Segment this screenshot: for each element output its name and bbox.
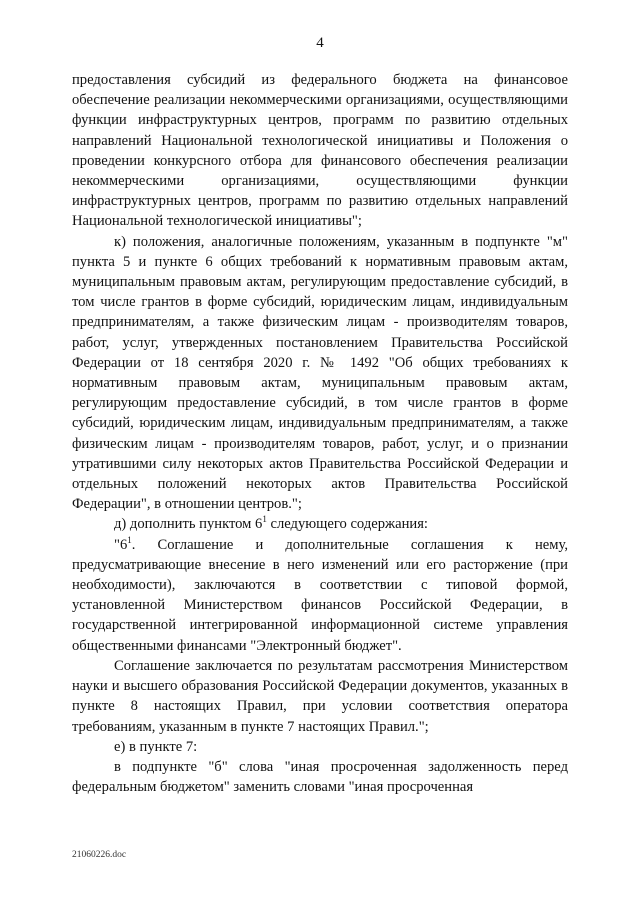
clause-text: . Соглашение и дополнительные соглашения к нему, предусматривающие внесение в него изменений или его расторжение (при необходимости), заключаются в соответствии с типовой формой, установленной Министерством финансов Российской Федерации, в государственной интегрированной информационной системе управления общественными финансами "Электронный бюджет". <box>72 536 568 654</box>
page-number: 4 <box>316 35 324 51</box>
paragraph-subitem-b: в подпункте "б" слова "иная просроченная задолженность перед федеральным бюджетом" заменить словами "иная просроченная <box>72 758 568 796</box>
superscript-index: 1 <box>262 514 267 525</box>
paragraph-agreement: Соглашение заключается по результатам рассмотрения Министерством науки и высшего образования Российской Федерации документов, указанных в пункте 8 настоящих Правил, при условии соответствия оператора требованиям, указанным в пункте 7 настоящих Правил."; <box>72 657 568 735</box>
paragraph-clause-6-1 <box>72 535 568 656</box>
superscript-index: 1 <box>127 534 132 545</box>
paragraph-item-d-tail: следующего содержания: <box>266 516 428 533</box>
paragraph-item-d <box>72 514 568 534</box>
paragraph-item-k: к) положения, аналогичные положениям, указанным в подпункте "м" пункта 5 и пункте 6 общих требований к нормативным правовым актам, муниципальным правовым актам, регулирующим предоставление субсидий, в том числе грантов в форме субсидий, юридическим лицам, индивидуальным предпринимателям, а также физическим лицам - производителям товаров, работ, услуг, утвержденных постановлением Правительства Российской Федерации от 18 сентября 2020 г. № 1492 "Об общих требованиях к нормативным правовым актам, муниципальным правовым актам, регулирующим предоставление субсидий, в том числе грантов в форме субсидий, юридическим лицам, индивидуальным предпринимателям, а также физическим лицам - производителям товаров, работ, услуг, и о признании утратившими силу некоторых актов Правительства Российской Федерации и отдельных положений некоторых актов Правительства Российской Федерации", в отношении центров."; <box>72 233 568 513</box>
paragraph-continuation: предоставления субсидий из федерального бюджета на финансовое обеспечение реализации некоммерческими организациями, осуществляющими функции инфраструктурных центров, программ по развитию отдельных направлений Национальной технологической инициативы и Положения о проведении конкурсного отбора для финансового обеспечения реализации некоммерческими организациями, осуществляющими функции инфраструктурных центров, программ по развитию отдельных направлений Национальной технологической инициативы"; <box>72 72 568 230</box>
document-body <box>72 70 568 797</box>
paragraph-item-d-text: д) дополнить пунктом 6 <box>114 516 263 533</box>
clause-number: "6 <box>114 536 128 553</box>
paragraph-item-e: е) в пункте 7: <box>114 738 198 755</box>
document-footer-filename: 21060226.doc <box>72 850 127 860</box>
